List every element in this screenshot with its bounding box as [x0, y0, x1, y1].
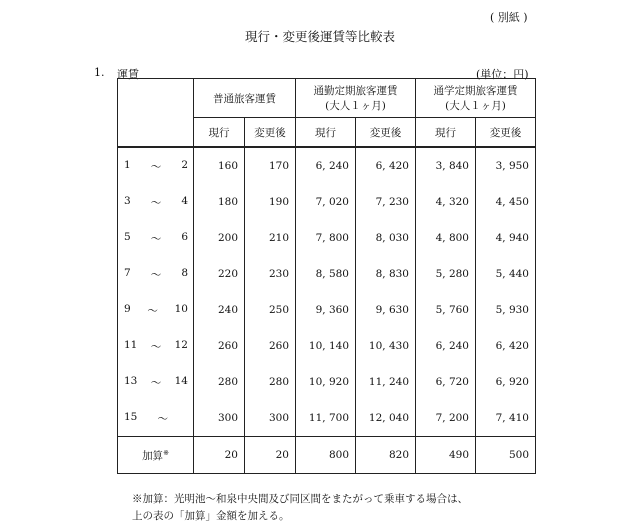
table-row: [118, 364, 536, 400]
zone-from: 9: [124, 302, 131, 315]
attachment-label: ( 別紙 ): [490, 11, 528, 24]
fare-value: 8, 830: [356, 256, 416, 292]
fare-value: 220: [194, 256, 245, 292]
fare-value: 250: [245, 292, 296, 328]
zone-to: 2: [181, 158, 188, 171]
zone-range-cell: [118, 400, 194, 437]
table-row: [118, 292, 536, 328]
fare-value: 9, 360: [296, 292, 356, 328]
range-tilde: ～: [150, 232, 162, 245]
zone-to: 6: [181, 230, 188, 243]
table-row: [118, 184, 536, 220]
fare-comparison-table: [117, 78, 536, 474]
fare-value: 3, 840: [416, 147, 476, 184]
table-row: [118, 256, 536, 292]
fare-value: 160: [194, 147, 245, 184]
zone-from: 13: [124, 374, 138, 387]
zone-from: 7: [124, 266, 131, 279]
fare-value: 7, 200: [416, 400, 476, 437]
surcharge-value: 820: [356, 437, 416, 474]
group-header-regular: 普通旅客運賃: [194, 79, 296, 118]
subheader-revised: 変更後: [356, 118, 416, 148]
section-label: 運賃: [117, 68, 139, 81]
fare-value: 7, 410: [476, 400, 536, 437]
zone-range-cell: [118, 147, 194, 184]
section-number: 1.: [94, 66, 105, 79]
fare-value: 8, 030: [356, 220, 416, 256]
fare-value: 3, 950: [476, 147, 536, 184]
fare-value: 6, 420: [476, 328, 536, 364]
zone-from: 11: [124, 338, 138, 351]
fare-value: 200: [194, 220, 245, 256]
zone-from: 3: [124, 194, 131, 207]
fare-value: 7, 800: [296, 220, 356, 256]
fare-value: 10, 140: [296, 328, 356, 364]
fare-value: 9, 630: [356, 292, 416, 328]
fare-value: 7, 230: [356, 184, 416, 220]
fare-value: 300: [194, 400, 245, 437]
subheader-current: 現行: [416, 118, 476, 148]
table-row: [118, 220, 536, 256]
table-row: [118, 400, 536, 437]
fare-value: 5, 440: [476, 256, 536, 292]
range-tilde: ～: [150, 340, 162, 353]
range-tilde: ～: [150, 268, 162, 281]
fare-value: 4, 940: [476, 220, 536, 256]
fare-value: 4, 320: [416, 184, 476, 220]
range-tilde: ～: [147, 304, 158, 317]
zone-range-cell: [118, 220, 194, 256]
unit-label: (単位：円): [476, 68, 529, 81]
zone-to: 4: [181, 194, 188, 207]
range-tilde: ～: [150, 196, 162, 209]
zone-range-cell: [118, 256, 194, 292]
fare-value: 10, 920: [296, 364, 356, 400]
fare-value: 240: [194, 292, 245, 328]
range-tilde: ～: [157, 412, 168, 425]
zone-range-cell: [118, 292, 194, 328]
fare-value: 260: [194, 328, 245, 364]
fare-value: 180: [194, 184, 245, 220]
zone-to: 10: [174, 302, 188, 315]
fare-value: 300: [245, 400, 296, 437]
fare-value: 6, 240: [296, 147, 356, 184]
range-tilde: ～: [150, 376, 162, 389]
surcharge-value: 490: [416, 437, 476, 474]
fare-value: 4, 800: [416, 220, 476, 256]
group-header-student: 通学定期旅客運賃 (大人１ヶ月): [416, 79, 536, 118]
subheader-revised: 変更後: [476, 118, 536, 148]
fare-value: 11, 240: [356, 364, 416, 400]
subheader-current: 現行: [194, 118, 245, 148]
fare-value: 6, 420: [356, 147, 416, 184]
subheader-revised: 変更後: [245, 118, 296, 148]
table-corner-cell: [118, 79, 194, 148]
fare-value: 8, 580: [296, 256, 356, 292]
fare-value: 260: [245, 328, 296, 364]
fare-value: 210: [245, 220, 296, 256]
zone-to: 12: [174, 338, 188, 351]
fare-value: 10, 430: [356, 328, 416, 364]
zone-range-cell: [118, 184, 194, 220]
fare-value: 190: [245, 184, 296, 220]
surcharge-value: 500: [476, 437, 536, 474]
fare-value: 170: [245, 147, 296, 184]
group-header-commuter: 通勤定期旅客運賃 (大人１ヶ月): [296, 79, 416, 118]
zone-to: 14: [174, 374, 188, 387]
subheader-current: 現行: [296, 118, 356, 148]
surcharge-value: 20: [194, 437, 245, 474]
fare-value: 5, 760: [416, 292, 476, 328]
range-tilde: ～: [150, 160, 162, 173]
fare-value: 280: [194, 364, 245, 400]
fare-value: 6, 240: [416, 328, 476, 364]
footnote-line-2: 上の表の「加算」金額を加える。: [132, 510, 290, 522]
fare-value: 4, 450: [476, 184, 536, 220]
fare-value: 5, 280: [416, 256, 476, 292]
fare-value: 230: [245, 256, 296, 292]
table-row: [118, 328, 536, 364]
surcharge-value: 20: [245, 437, 296, 474]
fare-value: 280: [245, 364, 296, 400]
fare-value: 12, 040: [356, 400, 416, 437]
page-title: 現行・変更後運賃等比較表: [244, 29, 395, 44]
fare-value: 6, 720: [416, 364, 476, 400]
zone-range-cell: [118, 328, 194, 364]
fare-value: 11, 700: [296, 400, 356, 437]
zone-from: 15: [124, 410, 138, 423]
footnote-line-1: ※加算：光明池～和泉中央間及び同区間をまたがって乗車する場合は、: [132, 493, 468, 505]
zone-from: 1: [124, 158, 131, 171]
fare-value: 7, 020: [296, 184, 356, 220]
surcharge-label-cell: 加算※: [118, 437, 194, 474]
fare-value: 5, 930: [476, 292, 536, 328]
table-row: [118, 147, 536, 184]
surcharge-value: 800: [296, 437, 356, 474]
fare-value: 6, 920: [476, 364, 536, 400]
zone-from: 5: [124, 230, 131, 243]
zone-range-cell: [118, 364, 194, 400]
zone-to: 8: [181, 266, 188, 279]
